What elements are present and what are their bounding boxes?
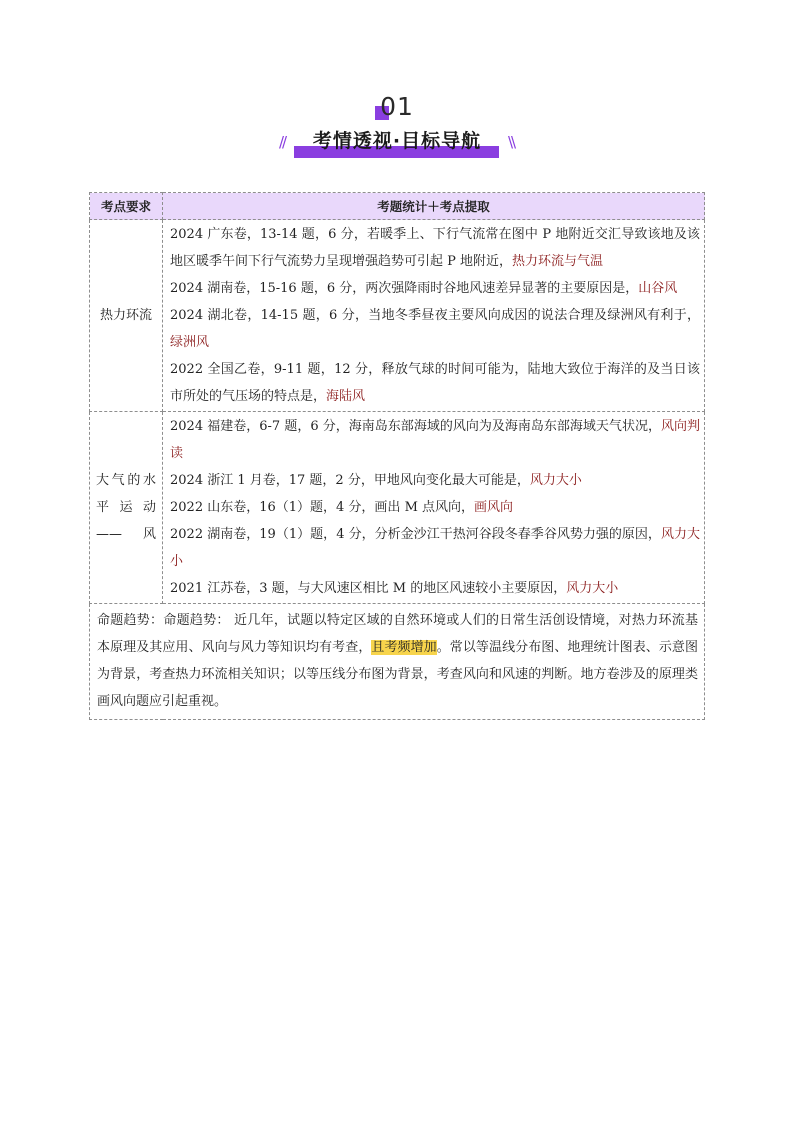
exam-item: 2021 江苏卷，3 题，与大风速区相比 M 的地区风速较小主要原因，风力大小 [170, 581, 619, 596]
section-number: 01 [380, 92, 414, 121]
table-header-row [90, 193, 705, 220]
requirement-cell: 热力环流 [90, 220, 163, 412]
keyword: 风向判读 [170, 419, 700, 461]
keyword: 热力环流与气温 [512, 254, 604, 269]
keyword: 画风向 [474, 500, 514, 515]
header-requirement: 考点要求 [90, 193, 163, 220]
header-statistics: 考题统计＋考点提取 [163, 193, 705, 220]
trend-text-rest: 。常以等温线分布图、地理统计图表、示意图为背景，考查热力环流相关知识；以等压线分布图为背景，考查风向和风速的判断。地方卷涉及的原理类画风向题应引起重视。 [97, 640, 698, 709]
exam-analysis-table [89, 192, 705, 720]
exam-item: 2022 全国乙卷，9-11 题，12 分，释放气球的时间可能为，陆地大致位于海洋的及当日该市所处的气压场的特点是，海陆风 [170, 362, 700, 404]
statistics-cell [163, 220, 705, 412]
trend-cell [90, 604, 705, 720]
requirement-cell [90, 412, 163, 604]
section-number-wrap [380, 92, 414, 124]
exam-item: 2024 广东卷，13-14 题，6 分，若暖季上、下行气流常在图中 P 地附近交汇导致该地及该地区暖季午间下行气流势力呈现增强趋势可引起 P 地附近，热力环流与气温 [170, 227, 700, 269]
section-title: 考情透视·目标导航 [312, 130, 482, 152]
keyword: 海陆风 [326, 389, 366, 404]
table-row [90, 412, 705, 604]
trend-text: 命题趋势： 近几年，试题以特定区域的自然环境或人们的日常生活创设情境，对热力环流基本原理及其应用、风向与风力等知识均有考查， [97, 613, 698, 655]
trend-highlight: 且考频增加 [371, 640, 437, 655]
statistics-cell [163, 412, 705, 604]
keyword: 山谷风 [638, 281, 678, 296]
requirement-line: 大气的水 [96, 473, 156, 488]
section-heading [0, 92, 794, 166]
exam-item: 2024 湖北卷，14-15 题，6 分，当地冬季昼夜主要风向成因的说法合理及绿洲风有利于，绿洲风 [170, 308, 700, 350]
table-row [90, 220, 705, 412]
keyword: 风力大小 [566, 581, 619, 596]
keyword: 绿洲风 [170, 335, 210, 350]
exam-item: 2024 浙江 1 月卷，17 题，2 分，甲地风向变化最大可能是，风力大小 [170, 473, 582, 488]
requirement-line: 平运动 [96, 500, 156, 515]
keyword: 风力大小 [529, 473, 582, 488]
requirement-line: ——风 [96, 527, 156, 542]
trend-label: 命题趋势： [97, 613, 164, 628]
title-slash-right: \\ [508, 133, 515, 151]
exam-item: 2022 湖南卷，19（1）题，4 分，分析金沙江干热河谷段冬春季谷风势力强的原因，风力大小 [170, 527, 700, 569]
section-title-row [0, 126, 794, 166]
exam-item: 2024 福建卷，6-7 题，6 分，海南岛东部海域的风向为及海南岛东部海域天气状况，风向判读 [170, 419, 700, 461]
keyword: 风力大小 [170, 527, 700, 569]
title-slash-left: // [279, 133, 286, 151]
exam-item: 2022 山东卷，16（1）题，4 分，画出 M 点风向，画风向 [170, 500, 514, 515]
trend-row [90, 604, 705, 720]
exam-item: 2024 湖南卷，15-16 题，6 分，两次强降雨时谷地风速差异显著的主要原因是，山谷风 [170, 281, 678, 296]
